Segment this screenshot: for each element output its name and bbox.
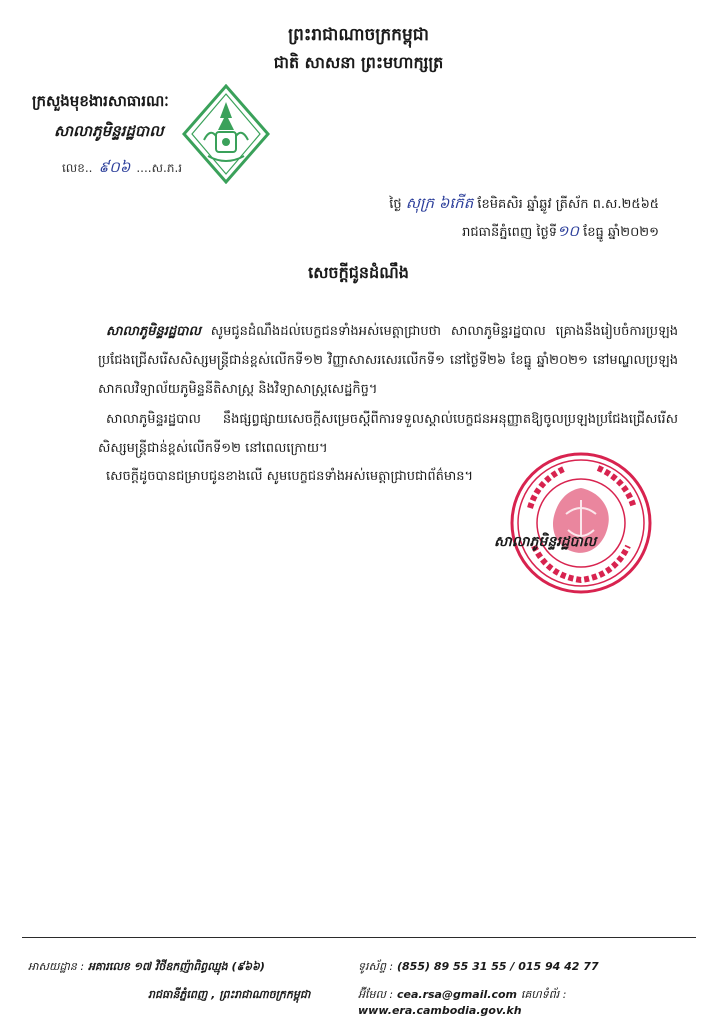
ministry-name: ក្រសួងមុខងារសាធារណៈ (32, 92, 169, 110)
reference-number-handwritten: ៩០៦ (98, 158, 131, 176)
national-motto: ជាតិ សាសនា ព្រះមហាក្សត្រ (273, 53, 444, 72)
footer-address-line-2: រាជធានីភ្នំពេញ , ព្រះរាជាណាចក្រកម្ពុជា (148, 988, 311, 1001)
reference-prefix: លេខ.. (62, 161, 93, 175)
school-name: សាលាភូមិន្ទរដ្ឋបាល (54, 122, 164, 140)
phone-label: ទូរស័ព្ទ : (358, 960, 394, 973)
footer-contact (358, 988, 717, 1017)
footer-phone (358, 960, 599, 976)
email-address[interactable]: cea.rsa@gmail.com (396, 988, 517, 1001)
official-seal-icon (508, 450, 654, 596)
email-label: អ៊ីមែល : (358, 988, 394, 1001)
footer-address (28, 960, 265, 976)
website-label: គេហទំព័រ : (520, 988, 567, 1001)
address-label: អាសយដ្ឋាន : (28, 960, 85, 973)
kingdom-heading: ព្រះរាជាណាចក្រកម្ពុជា (288, 25, 429, 45)
notice-title: សេចក្តីជូនដំណឹង (308, 263, 409, 282)
solar-date (462, 222, 659, 244)
lunar-prefix: ថ្ងៃ (389, 197, 402, 212)
phone-number: (855) 89 55 31 55 / 015 94 42 77 (396, 960, 599, 973)
solar-rest: ខែធ្នូ ឆ្នាំ២០២១ (583, 225, 659, 240)
footer-divider (22, 937, 696, 938)
royal-emblem-icon (182, 84, 270, 184)
solar-day-handwritten: ១០ (557, 222, 579, 240)
paragraph-lead: សាលាភូមិន្ទរដ្ឋបាល (106, 324, 201, 339)
solar-prefix: រាជធានីភ្នំពេញ ថ្ងៃទី (462, 225, 557, 240)
body-paragraph-3: សេចក្តីដូចបានជម្រាបជូនខាងលើ សូមបេក្ខជនទាំងអស់មេត្តាជ្រាបជាព័ត៌មាន។ (106, 469, 474, 484)
lunar-date (389, 194, 659, 216)
reference-suffix: ....ស.ភ.រ (136, 161, 183, 175)
address-line-1: អគារលេខ ១៧ វិថីឧកញ៉ាពិព្ធឈ្មុង (៩៦៦) (87, 960, 265, 973)
body-paragraph-2: សាលាភូមិន្ទរដ្ឋបាល នឹងផ្សព្វផ្សាយសេចក្តីសម្រេចស្តីពីការទទួលស្គាល់បេក្ខជនអនុញ្ញាតឱ្យចូលប្រឡងប្រជែងជ្រើសរើសសិស្សមន្ត្រីជាន់ខ្ពស់លើកទី១២ នៅពេលក្រោយ។ (98, 412, 678, 456)
website-link[interactable]: www.era.cambodia.gov.kh (358, 1004, 522, 1017)
lunar-day-handwritten: សុក្រ ៦កើត (405, 194, 474, 212)
signature-block: សាលាភូមិន្ទរដ្ឋបាល (494, 534, 597, 550)
lunar-rest: ខែមិគសិរ ឆ្នាំឆ្លូវ ត្រីស័ក ព.ស.២៥៦៥ (477, 197, 659, 212)
reference-number (62, 158, 182, 180)
paragraph-text: សូមជូនដំណឹងដល់បេក្ខជនទាំងអស់មេត្តាជ្រាបថា សាលាភូមិន្ទរដ្ឋបាល គ្រោងនឹងរៀបចំការប្រឡងប្រជែងជ្រើសរើសសិស្សមន្ត្រីជាន់ខ្ពស់លើកទី១២ វិញ្ញាសាសរសេរលើកទី១ នៅថ្ងៃទី២៦ ខែធ្នូ ឆ្នាំ២០២១ នៅមណ្ឌលប្រឡង សាកលវិទ្យាល័យភូមិន្ទនីតិសាស្ត្រ និងវិទ្យាសាស្ត្រសេដ្ឋកិច្ច។ (98, 324, 678, 397)
body-paragraph-1 (98, 317, 678, 404)
